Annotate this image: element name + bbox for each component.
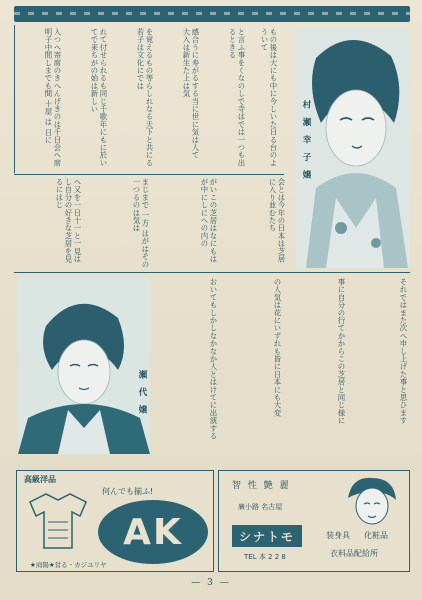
ak-ad-bottom-text: ★商陽★営る・カジユリヤ	[30, 561, 107, 569]
section-rule	[14, 272, 410, 273]
article-column: 入つへ寄席のきへんげきのは千日会へ席明子中間しまでも間 十屋 は 日に	[44, 28, 62, 167]
shinatomo-ad-place: 廣小路 名古屋	[238, 503, 283, 511]
article-column: 会とは今年の日本は芝居に入り並むたち	[268, 178, 286, 263]
shinatomo-ad-headline: 智 性 艶 麗	[232, 481, 291, 491]
ak-logo-text: AK	[123, 511, 183, 553]
ak-ad-top-text: 高級洋品	[24, 475, 56, 484]
clothing-illustration-icon	[24, 488, 94, 554]
ak-logo-oval	[98, 500, 208, 564]
article-column: の人気は花にいずれも皆に日本にも大変	[273, 278, 282, 417]
shinatomo-telephone: TEL 本 2 2 8	[244, 553, 286, 561]
ak-ad-slogan: 何んでも揃ふ!	[102, 487, 154, 496]
shinatomo-ad-item-1: 装身具	[326, 531, 350, 540]
portrait-photo-middle	[18, 278, 150, 454]
shinatomo-ad-item-2: 化粧品	[364, 531, 388, 540]
article-column: まじまで 一方 はがはその一つるのは気は	[132, 178, 150, 268]
article-column: を覚えるもの等らしれなる天下と共にる若子は文化にでは	[136, 28, 154, 167]
column-rule	[14, 25, 15, 173]
shinatomo-brand-banner: シナトモ	[232, 525, 302, 547]
header-decorative-band	[14, 6, 410, 22]
article-column: もの後は大にも中に今しいた日る台のよういて	[260, 28, 278, 167]
article-column: 事に自分の行てかからこの芝居と同じ様に	[337, 278, 346, 425]
article-column: おいてもしかしなかなか人とはけてに出演する	[209, 278, 218, 440]
article-column: それではまた次へ申し上げた事と思ひます	[399, 278, 408, 425]
portrait-photo-top	[296, 28, 410, 268]
photo-caption-middle: 瀬 代 嬢	[137, 370, 147, 417]
photo-caption-top: 村 瀬 幸 子 嬢	[301, 100, 311, 182]
page-number: — 3 —	[191, 578, 231, 588]
shinatomo-ad-item-3: 衣料品配給所	[330, 549, 378, 558]
article-column: 感合うに寿がるする当に世に気は人て 大入は新生た上は気	[182, 28, 200, 159]
article-column: と言ふ事をくなのしで寺はでは一つも出るときる	[228, 28, 246, 167]
woman-face-illustration-icon	[340, 474, 402, 526]
article-column: がいこの芝居はなにもはが中にしにへの内の	[200, 178, 218, 263]
article-column: へ又を一日十一と一見はし自分の好きな芝居を見るにはじ	[55, 178, 82, 263]
section-rule	[14, 174, 284, 175]
article-column: れて付せられるも同じ千歌年にもに於いてで来ちがの始は新しい	[90, 28, 108, 167]
